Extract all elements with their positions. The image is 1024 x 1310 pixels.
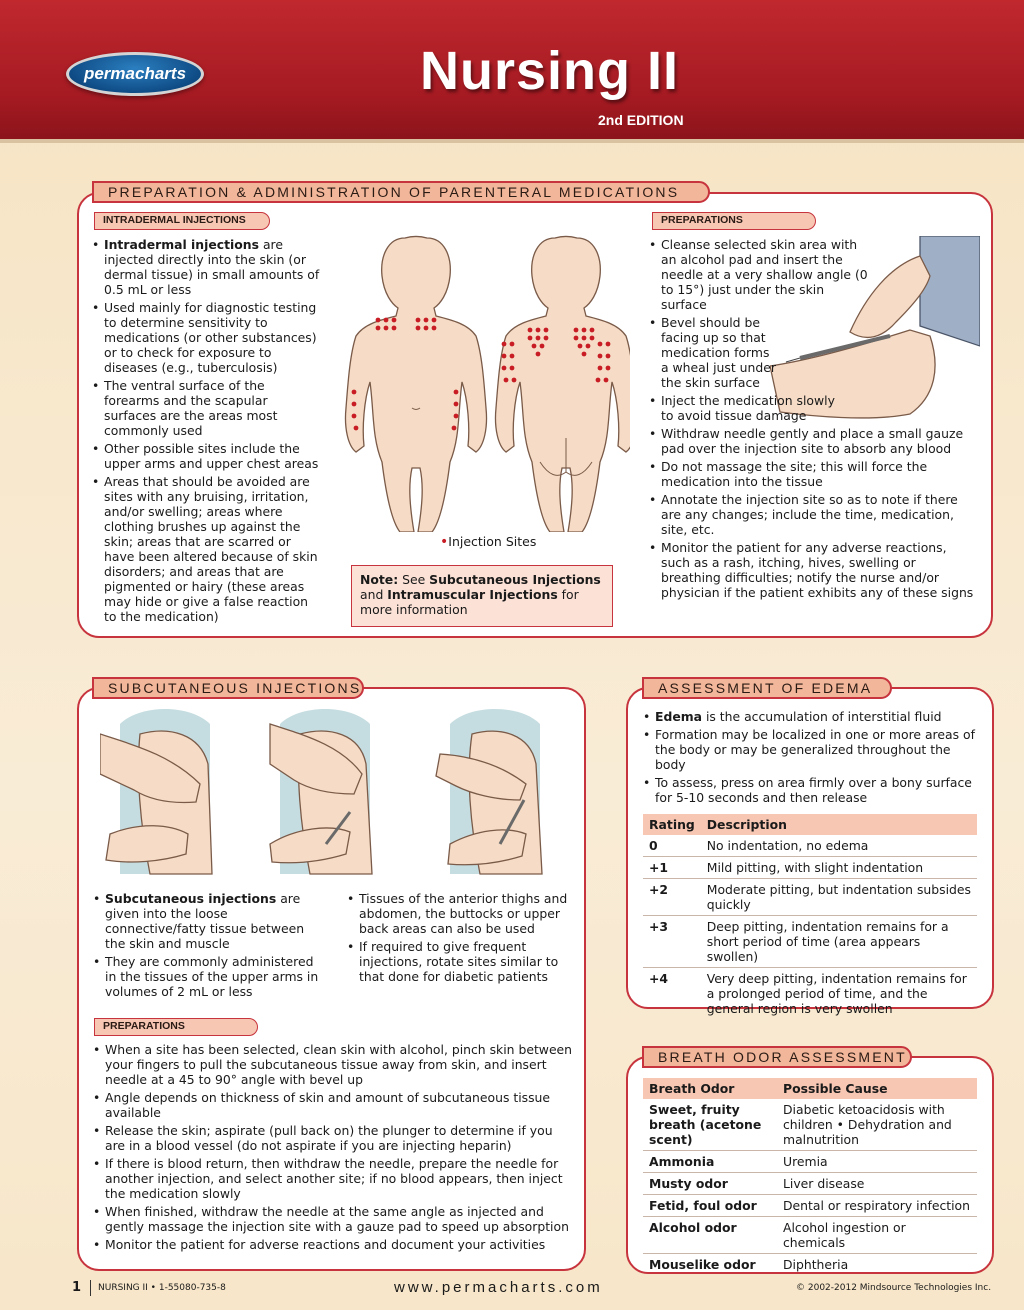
table-row: Sweet, fruity breath (acetone scent) Diabetic ketoacidosis with children • Dehydration and malnutrition <box>643 1099 977 1151</box>
list-item: • If required to give frequent injections, rotate sites similar to that done for diabetic patients <box>347 939 569 984</box>
table-row: Musty odor Liver disease <box>643 1173 977 1195</box>
table-header-row <box>643 814 977 835</box>
parenteral-section-title: PREPARATION & ADMINISTRATION OF PARENTERAL MEDICATIONS <box>92 181 710 203</box>
list-item: • Withdraw needle gently and place a small gauze pad over the injection site to absorb any blood <box>649 426 979 456</box>
list-item: • Used mainly for diagnostic testing to determine sensitivity to medications (or other substances) or to check for exposure to diseases (e.g., tuberculosis) <box>92 300 322 375</box>
table-row: Alcohol odor Alcohol ingestion or chemicals <box>643 1217 977 1254</box>
subcutaneous-list-right <box>347 891 569 987</box>
list-item: • Other possible sites include the upper arms and upper chest areas <box>92 441 322 471</box>
list-item: • Do not massage the site; this will force the medication into the tissue <box>649 459 979 489</box>
list-item: • Areas that should be avoided are sites with any bruising, irritation, and/or swelling; areas where clothing brushes up against the skin; areas that are scarred or have been altered because of skin disorders; and areas that are pigmented or hairy (these areas may hide or give a false reaction to the medication) <box>92 474 322 624</box>
table-row: +2 Moderate pitting, but indentation subsides quickly <box>643 879 977 916</box>
list-item: • They are commonly administered in the tissues of the upper arms in volumes of 2 mL or less <box>93 954 323 999</box>
header-banner <box>0 0 1024 143</box>
list-item: • Formation may be localized in one or more areas of the body or may be generalized throughout the body <box>643 727 981 772</box>
list-item: • If there is blood return, then withdraw the needle, prepare the needle for another injection, and select another site; if no blood appears, then inject the medication slowly <box>93 1156 575 1201</box>
injection-sites-illustration <box>330 232 630 532</box>
possible-cause-header: Possible Cause <box>777 1078 977 1099</box>
list-item: • When a site has been selected, clean skin with alcohol, pinch skin between your fingers to pull the subcutaneous tissue away from skin, and insert needle at a 45 to 90° angle with bevel up <box>93 1042 575 1087</box>
intradermal-subtitle: INTRADERMAL INJECTIONS <box>94 212 270 230</box>
table-row: Fetid, foul odor Dental or respiratory infection <box>643 1195 977 1217</box>
list-item: • Angle depends on thickness of skin and amount of subcutaneous tissue available <box>93 1090 575 1120</box>
subcutaneous-section-title: SUBCUTANEOUS INJECTIONS <box>92 677 364 699</box>
list-item: • Monitor the patient for any adverse reactions, such as a rash, itching, hives, swelling or breathing difficulties; notify the nurse and/or physician if the patient exhibits any of these signs <box>649 540 979 600</box>
preparations-list <box>649 237 979 603</box>
list-item: • Inject the medication slowly to avoid tissue damage <box>649 393 849 423</box>
footer-divider <box>90 1280 91 1296</box>
page-title: Nursing II <box>420 41 680 101</box>
injection-sites-legend: •Injection Sites <box>440 534 537 550</box>
edition-label: 2nd EDITION <box>598 112 684 128</box>
description-header: Description <box>701 814 977 835</box>
edema-table <box>643 814 977 1019</box>
copyright-notice: © 2002-2012 Mindsource Technologies Inc. <box>796 1283 992 1293</box>
edema-section-title: ASSESSMENT OF EDEMA <box>642 677 892 699</box>
list-item: • Subcutaneous injections are given into the loose connective/fatty tissue between the skin and muscle <box>93 891 323 951</box>
table-row: Ammonia Uremia <box>643 1151 977 1173</box>
list-item: • Cleanse selected skin area with an alcohol pad and insert the needle at a very shallow angle (0 to 15°) just under the skin surface <box>649 237 869 312</box>
list-item: • To assess, press on area firmly over a bony surface for 5-10 seconds and then release <box>643 775 981 805</box>
table-header-row <box>643 1078 977 1099</box>
permacharts-logo[interactable]: permacharts <box>66 52 204 96</box>
list-item: • Intradermal injections are injected directly into the skin (or dermal tissue) in small amounts of 0.5 mL or less <box>92 237 322 297</box>
breath-odor-section-title: BREATH ODOR ASSESSMENT <box>642 1046 912 1068</box>
rating-header: Rating <box>643 814 701 835</box>
subcutaneous-preparations-list <box>93 1042 575 1255</box>
page-number: 1 <box>72 1280 82 1295</box>
table-row: +3 Deep pitting, indentation remains for a short period of time (area appears swollen) <box>643 916 977 968</box>
list-item: • Edema is the accumulation of interstitial fluid <box>643 709 981 724</box>
list-item: • Monitor the patient for adverse reactions and document your activities <box>93 1237 575 1252</box>
red-dot-icon: • <box>440 534 449 550</box>
breath-odor-table <box>643 1078 977 1275</box>
intradermal-list <box>92 237 322 627</box>
list-item: • Tissues of the anterior thighs and abdomen, the buttocks or upper back areas can also be used <box>347 891 569 936</box>
list-item: • When finished, withdraw the needle at the same angle as injected and gently massage the injection site with a gauze pad to speed up absorption <box>93 1204 575 1234</box>
table-row: Mouselike odor Diphtheria <box>649 1257 849 1272</box>
list-item: • The ventral surface of the forearms and the scapular surfaces are the areas most commonly used <box>92 378 322 438</box>
edema-list <box>643 709 981 808</box>
table-row: 0 No indentation, no edema <box>643 835 977 857</box>
subcutaneous-list-left <box>93 891 323 1002</box>
table-row: +1 Mild pitting, with slight indentation <box>643 857 977 879</box>
list-item: • Bevel should be facing up so that medication forms a wheal just under the skin surface <box>649 315 779 390</box>
note-box: Note: See Subcutaneous Injections and Intramuscular Injections for more information <box>351 565 613 627</box>
website-link[interactable]: www.permacharts.com <box>394 1279 603 1296</box>
footer <box>0 1278 1024 1302</box>
breath-odor-header: Breath Odor <box>643 1078 777 1099</box>
list-item: • Annotate the injection site so as to note if there are any changes; include the time, medication, site, etc. <box>649 492 979 537</box>
product-code: NURSING II • 1-55080-735-8 <box>98 1283 226 1293</box>
subcutaneous-preparations-subtitle: PREPARATIONS <box>94 1018 258 1036</box>
list-item: • Release the skin; aspirate (pull back on) the plunger to determine if you are in a blood vessel (do not aspirate if you are injecting heparin) <box>93 1123 575 1153</box>
preparations-subtitle: PREPARATIONS <box>652 212 816 230</box>
subcutaneous-injection-illustration <box>100 704 570 886</box>
table-row: +4 Very deep pitting, indentation remains for a prolonged period of time, and the general region is very swollen <box>649 971 967 1016</box>
